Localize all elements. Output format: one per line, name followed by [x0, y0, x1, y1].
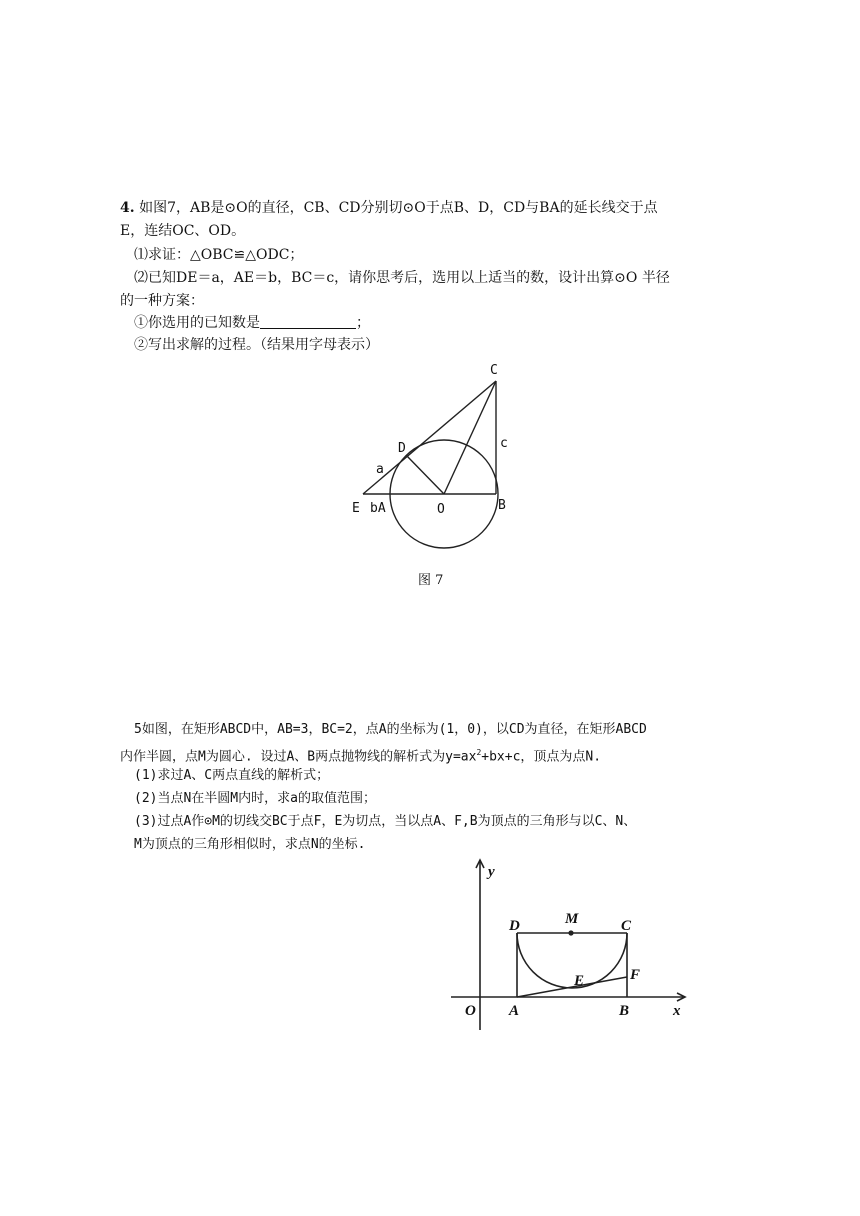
problem5-question3-cont: M为顶点的三角形相似时，求点N的坐标. [134, 837, 366, 852]
label-m: M [565, 911, 579, 927]
label-c-length: c [500, 436, 508, 451]
problem4-question1: ⑴求证：△OBC≌△ODC； [134, 247, 304, 263]
label-y: y [488, 864, 495, 880]
problem4-number: 4. [120, 200, 135, 216]
label-o: O [465, 1003, 476, 1019]
problem5-question2: (2)当点N在半圆M内时，求a的取值范围； [134, 791, 376, 806]
problem5-question1: (1)求过A、C两点直线的解析式； [134, 768, 330, 783]
problem5-question3: (3)过点A作⊙M的切线交BC于点F，E为切点，当以点A、F,B为顶点的三角形与以C、N、 [134, 814, 637, 829]
label-d: D [509, 918, 520, 934]
label-e: E [574, 973, 585, 989]
problem5-line1: 5如图，在矩形ABCD中，AB=3，BC=2，点A的坐标为(1，0)，以CD为直径，在矩形ABCD [134, 722, 647, 737]
label-o: O [437, 502, 445, 517]
problem5-line2-a: 内作半圆，点M为圆心. 设过A、B两点抛物线的解析式为y=ax [120, 749, 477, 765]
label-b: B [498, 498, 506, 513]
problem4-statement: 如图7，AB是⊙O的直径，CB、CD分别切⊙O于点B、D，CD与BA的延长线交于点 [134, 200, 658, 216]
label-a: A [509, 1003, 520, 1019]
label-c: C [490, 363, 498, 378]
tangent-af [517, 977, 627, 997]
problem4-question2-cont: 的一种方案： [120, 293, 204, 309]
exponent: 2 [476, 748, 482, 757]
part1-prefix: ①你选用的已知数是 [134, 315, 260, 331]
label-d: D [398, 441, 406, 456]
label-c: C [621, 918, 632, 934]
problem5-line2-b: +bx+c，顶点为点N. [481, 749, 602, 765]
label-f: F [630, 967, 641, 983]
center-m-dot [568, 930, 573, 935]
label-x: x [673, 1003, 681, 1019]
label-ba: bA [370, 501, 386, 516]
figure-7-caption: 图 7 [418, 573, 444, 588]
problem4-question2-part2: ②写出求解的过程。（结果用字母表示） [134, 337, 379, 353]
problem4-line2: E，连结OC、OD。 [120, 223, 246, 239]
label-b: B [619, 1003, 630, 1019]
problem4-question2: ⑵已知DE＝a，AE＝b，BC＝c，请你思考后，选用以上适当的数，设计出算⊙O 半径 [134, 270, 670, 286]
part1-suffix: ； [356, 315, 370, 331]
label-a-length: a [376, 462, 384, 477]
label-e: E [352, 501, 360, 516]
